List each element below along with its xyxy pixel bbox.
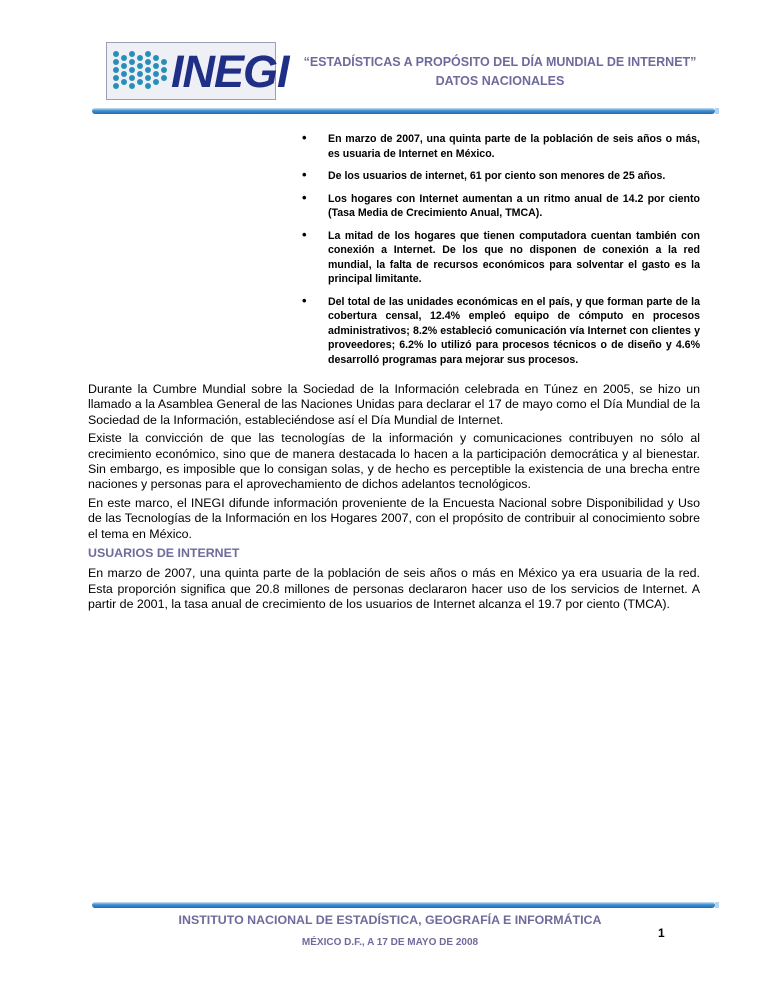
page-number: 1: [658, 926, 665, 940]
footer-institution: INSTITUTO NACIONAL DE ESTADÍSTICA, GEOGRAFÍA E INFORMÁTICA: [178, 913, 602, 927]
footer-divider: [92, 902, 715, 908]
document-title: [290, 53, 710, 91]
body-paragraph: Existe la convicción de que las tecnologías de la información y comunicaciones contribuyen no sólo al crecimiento económico, sino que de manera destacada lo hacen a la participación democrática y al bienestar. Sin embargo, es imposible que lo consigan solas, y de hecho es perceptible la existencia de una brecha entre naciones y personas para el aprovechamiento de dichos adelantos tecnológicos.: [88, 431, 700, 492]
section-heading: USUARIOS DE INTERNET: [88, 546, 240, 561]
highlight-item: • Los hogares con Internet aumentan a un ritmo anual de 14.2 por ciento (Tasa Media de Crecimiento Anual, TMCA).: [300, 192, 700, 221]
inegi-logo-text: INEGI: [171, 46, 289, 97]
highlight-item: • De los usuarios de internet, 61 por ciento son menores de 25 años.: [300, 169, 700, 184]
highlight-item: • Del total de las unidades económicas en el país, y que forman parte de la cobertura censal, 12.4% empleó equipo de cómputo en procesos administrativos; 8.2% estableció comunicación vía Internet con clientes y proveedores; 6.2% lo utilizó para procesos técnicos o de diseño y 4.6% desarrolló programas para mejorar sus procesos.: [300, 295, 700, 368]
body-paragraph: En este marco, el INEGI difunde información proveniente de la Encuesta Nacional sobre Disponibilidad y Uso de las Tecnologías de la Información en los Hogares 2007, con el propósito de contribuir al conocimiento sobre el tema en México.: [88, 495, 700, 541]
section-paragraph: En marzo de 2007, una quinta parte de la población de seis años o más en México ya era usuaria de la red. Esta proporción significa que 20.8 millones de personas declararon hacer uso de los servicios de Internet. A partir de 2001, la tasa anual de crecimiento de los usuarios de Internet alcanza el 19.7 por ciento (TMCA).: [88, 566, 700, 612]
document-title-line2: DATOS NACIONALES: [435, 74, 565, 88]
body-text: [88, 382, 700, 616]
inegi-logo: [106, 42, 289, 100]
highlights-list: [300, 132, 700, 375]
header-divider: [92, 108, 715, 114]
highlight-item: • En marzo de 2007, una quinta parte de la población de seis años o más, es usuaria de Internet en México.: [300, 132, 700, 161]
document-title-line1: “ESTADÍSTICAS A PROPÓSITO DEL DÍA MUNDIAL DE INTERNET”: [303, 55, 697, 69]
inegi-logo-mark-icon: [111, 48, 169, 94]
highlight-item: • La mitad de los hogares que tienen computadora cuentan también con conexión a Internet. De los que no disponen de conexión a la red mundial, la falta de recursos económicos para solventar el gasto es la principal limitante.: [300, 229, 700, 287]
body-paragraph: Durante la Cumbre Mundial sobre la Sociedad de la Información celebrada en Túnez en 2005, se hizo un llamado a la Asamblea General de las Naciones Unidas para declarar el 17 de mayo como el Día Mundial de la Sociedad de la Información, estableciéndose así el Día Mundial de Internet.: [88, 382, 700, 427]
footer-date: MÉXICO D.F., A 17 DE MAYO DE 2008: [301, 937, 479, 948]
